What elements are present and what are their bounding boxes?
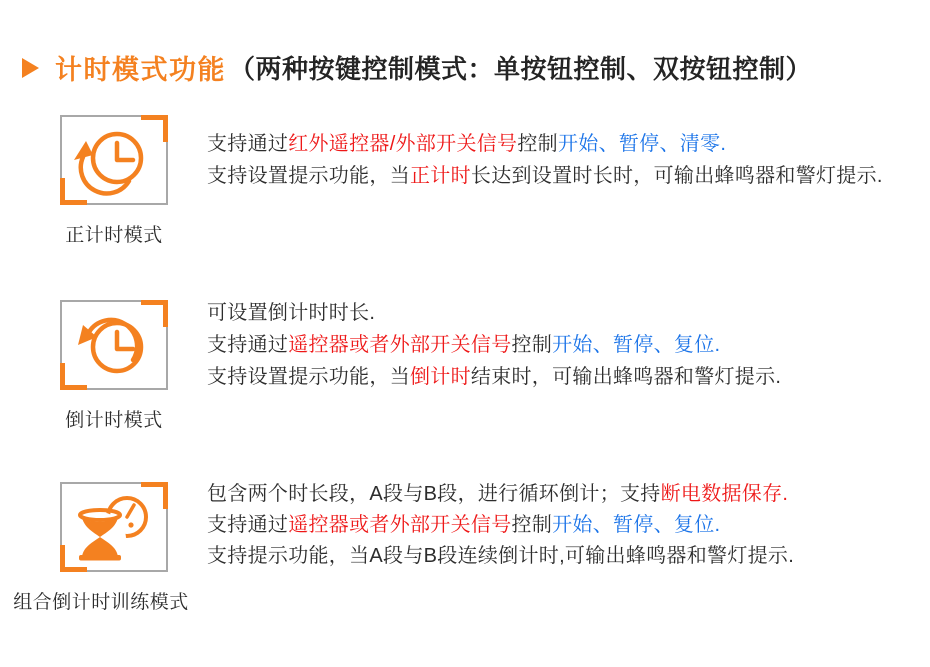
icon-caption: 倒计时模式 — [65, 410, 163, 431]
feature-text-line — [207, 128, 883, 160]
text-segment: 遥控器或者外部开关信号 — [288, 334, 512, 356]
text-segment: 遥控器或者外部开关信号 — [288, 514, 512, 536]
text-segment: 长达到设置时长时，可输出蜂鸣器和警灯提示. — [470, 165, 883, 187]
page-title: 计时模式功能 — [55, 55, 226, 85]
text-segment: 开始、暂停、清零. — [557, 133, 727, 155]
corner-bracket-bottom-left — [60, 545, 87, 572]
corner-bracket-bottom-left — [60, 178, 87, 205]
text-segment: 控制 — [517, 133, 558, 155]
icon-caption: 组合倒计时训练模式 — [13, 592, 189, 613]
text-segment: 支持通过 — [207, 334, 289, 356]
text-segment: 断电数据保存. — [660, 483, 789, 505]
text-segment: 支持设置提示功能，当 — [207, 165, 410, 187]
text-segment: 支持通过 — [207, 133, 289, 155]
page-subtitle: （两种按键控制模式：单按钮控制、双按钮控制） — [229, 54, 813, 84]
text-segment: 开始、暂停、复位. — [552, 334, 721, 356]
feature-text-line — [207, 160, 883, 192]
feature-text-line — [207, 297, 781, 329]
triangle-bullet-icon — [22, 58, 39, 78]
corner-bracket-top-right — [141, 115, 168, 142]
text-segment: 控制 — [511, 334, 553, 356]
corner-bracket-bottom-left — [60, 363, 87, 390]
section-title — [22, 48, 812, 87]
feature-text-line — [207, 510, 794, 541]
text-segment: 支持提示功能，当A段与B段连续倒计时,可输出蜂鸣器和警灯提示. — [207, 545, 795, 567]
text-segment: 开始、暂停、复位. — [552, 514, 721, 536]
text-segment: 红外遥控器/外部开关信号 — [288, 133, 518, 155]
text-segment: 倒计时 — [410, 366, 471, 388]
text-segment: 正计时 — [410, 165, 471, 187]
corner-bracket-top-right — [141, 300, 168, 327]
feature-text-line — [207, 541, 794, 572]
text-segment: 结束时，可输出蜂鸣器和警灯提示. — [470, 366, 782, 388]
count-up-timer-icon-box — [60, 115, 168, 246]
text-segment: 支持设置提示功能，当 — [207, 366, 410, 388]
countdown-timer-icon-box — [60, 300, 168, 431]
corner-bracket-top-right — [141, 482, 168, 509]
feature-text — [207, 297, 781, 393]
feature-text — [207, 479, 794, 572]
icon-caption: 正计时模式 — [65, 225, 163, 246]
feature-text-line — [207, 361, 781, 393]
combo-countdown-icon-box — [13, 482, 189, 613]
feature-text-line — [207, 329, 781, 361]
text-segment: 支持通过 — [207, 514, 289, 536]
text-segment: 控制 — [511, 514, 553, 536]
feature-text-line — [207, 479, 794, 510]
text-segment: 包含两个时长段，A段与B段，进行循环倒计；支持 — [207, 483, 661, 505]
feature-text — [207, 128, 883, 192]
text-segment: 可设置倒计时时长. — [207, 302, 376, 324]
